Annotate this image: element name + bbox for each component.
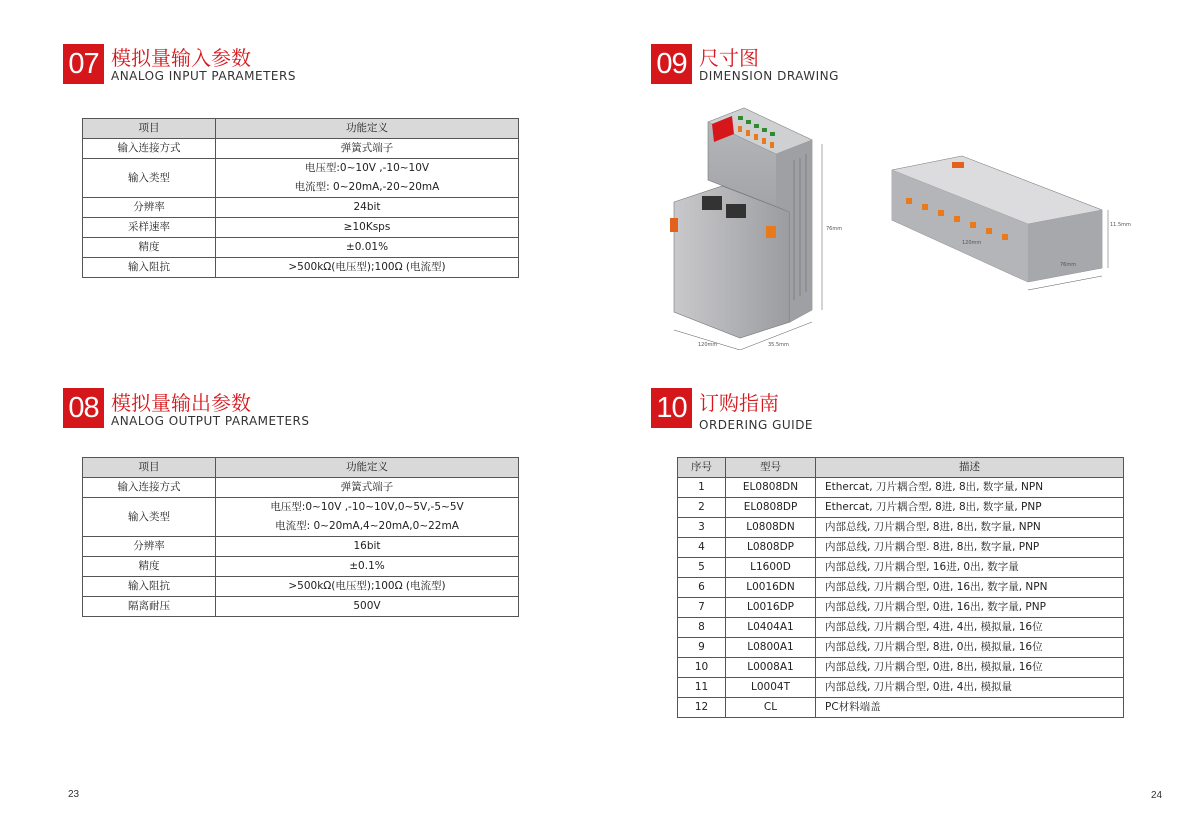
table-row: [678, 698, 1124, 718]
table-row: [83, 238, 519, 258]
row-description: 内部总线, 刀片耦合型, 16进, 0出, 数字量: [816, 558, 1124, 578]
dimension-drawing: [662, 100, 1142, 350]
table-row: [83, 258, 519, 278]
table-row: [678, 498, 1124, 518]
row-index: 8: [678, 618, 726, 638]
row-value: >500kΩ(电压型);100Ω (电流型): [216, 577, 519, 597]
row-label: 精度: [83, 238, 216, 258]
section-title-07: 模拟量输入参数: [111, 46, 251, 70]
header-cell: 型号: [726, 458, 816, 478]
row-label: 分辨率: [83, 537, 216, 557]
header-cell: 功能定义: [216, 458, 519, 478]
table-row: [678, 558, 1124, 578]
row-label: 分辨率: [83, 198, 216, 218]
header-cell: 功能定义: [216, 119, 519, 139]
section-number-10: 10: [651, 388, 692, 428]
row-value: 弹簧式端子: [216, 139, 519, 159]
section-number-09: 09: [651, 44, 692, 84]
table-row: [678, 638, 1124, 658]
section-subtitle-09: DIMENSION DRAWING: [699, 69, 839, 83]
row-value: 500V: [216, 597, 519, 617]
dim-right-height: 76mm: [1060, 262, 1077, 268]
ordering-guide-table: [677, 457, 1124, 718]
section-title-09: 尺寸图: [699, 46, 759, 70]
row-value: ±0.01%: [216, 238, 519, 258]
row-value: 弹簧式端子: [216, 478, 519, 498]
table-row: [678, 578, 1124, 598]
header-cell: 描述: [816, 458, 1124, 478]
header-cell: 项目: [83, 458, 216, 478]
row-index: 3: [678, 518, 726, 538]
table-header-row: [83, 119, 519, 139]
row-value: 16bit: [216, 537, 519, 557]
dim-right-width: 11.5mm: [1110, 222, 1131, 228]
row-index: 1: [678, 478, 726, 498]
row-value: 电压型:0~10V ,-10~10V,0~5V,-5~5V: [216, 498, 519, 518]
table-row: [83, 478, 519, 498]
table-row: [678, 618, 1124, 638]
header-cell: 项目: [83, 119, 216, 139]
row-description: 内部总线, 刀片耦合型, 8进, 8出, 数字量, NPN: [816, 518, 1124, 538]
row-description: 内部总线, 刀片耦合型, 8进, 0出, 模拟量, 16位: [816, 638, 1124, 658]
row-model: L0004T: [726, 678, 816, 698]
section-subtitle-08: ANALOG OUTPUT PARAMETERS: [111, 414, 310, 428]
table-row: [678, 598, 1124, 618]
row-index: 9: [678, 638, 726, 658]
header-cell: 序号: [678, 458, 726, 478]
row-description: Ethercat, 刀片耦合型, 8进, 8出, 数字量, NPN: [816, 478, 1124, 498]
row-index: 12: [678, 698, 726, 718]
section-subtitle-10: ORDERING GUIDE: [699, 418, 814, 432]
row-index: 10: [678, 658, 726, 678]
row-model: L0808DP: [726, 538, 816, 558]
table-row: [83, 198, 519, 218]
table-header-row: [83, 458, 519, 478]
row-value: 24bit: [216, 198, 519, 218]
table-row: [678, 678, 1124, 698]
row-model: EL0808DN: [726, 478, 816, 498]
row-label: 精度: [83, 557, 216, 577]
table-row: [83, 139, 519, 159]
table-row: [83, 597, 519, 617]
table-header-row: [678, 458, 1124, 478]
row-model: L0808DN: [726, 518, 816, 538]
analog-input-table: [82, 118, 519, 278]
page-number-right: 24: [1151, 790, 1163, 801]
row-value: 电流型: 0~20mA,-20~20mA: [216, 178, 519, 198]
row-index: 6: [678, 578, 726, 598]
row-model: L0404A1: [726, 618, 816, 638]
page-number-left: 23: [68, 789, 80, 800]
row-index: 5: [678, 558, 726, 578]
row-model: EL0808DP: [726, 498, 816, 518]
row-label: 采样速率: [83, 218, 216, 238]
table-row: [83, 557, 519, 577]
table-row: [83, 159, 519, 179]
product-module-image: [670, 108, 822, 350]
row-label: 输入类型: [83, 159, 216, 198]
row-model: L1600D: [726, 558, 816, 578]
section-title-10: 订购指南: [699, 391, 779, 415]
row-model: L0800A1: [726, 638, 816, 658]
table-row: [678, 518, 1124, 538]
row-value: ≥10Ksps: [216, 218, 519, 238]
row-label: 输入阻抗: [83, 258, 216, 278]
row-label: 输入连接方式: [83, 139, 216, 159]
section-number-07: 07: [63, 44, 104, 84]
row-model: CL: [726, 698, 816, 718]
row-description: 内部总线, 刀片耦合型, 0进, 4出, 模拟量: [816, 678, 1124, 698]
table-row: [83, 537, 519, 557]
dim-right-length: 120mm: [962, 240, 982, 246]
row-value: ±0.1%: [216, 557, 519, 577]
table-row: [678, 478, 1124, 498]
section-subtitle-07: ANALOG INPUT PARAMETERS: [111, 69, 296, 83]
row-index: 7: [678, 598, 726, 618]
row-index: 2: [678, 498, 726, 518]
row-label: 输入类型: [83, 498, 216, 537]
section-title-08: 模拟量输出参数: [111, 391, 251, 415]
row-index: 4: [678, 538, 726, 558]
row-description: 内部总线, 刀片耦合型, 4进, 4出, 模拟量, 16位: [816, 618, 1124, 638]
row-label: 输入连接方式: [83, 478, 216, 498]
row-value: 电压型:0~10V ,-10~10V: [216, 159, 519, 179]
row-label: 隔离耐压: [83, 597, 216, 617]
row-description: 内部总线, 刀片耦合型, 0进, 8出, 模拟量, 16位: [816, 658, 1124, 678]
dim-left-width: 35.5mm: [768, 342, 789, 348]
table-row: [83, 218, 519, 238]
row-value: >500kΩ(电压型);100Ω (电流型): [216, 258, 519, 278]
row-model: L0016DN: [726, 578, 816, 598]
row-index: 11: [678, 678, 726, 698]
dim-left-length: 120mm: [698, 342, 718, 348]
row-model: L0008A1: [726, 658, 816, 678]
row-description: Ethercat, 刀片耦合型, 8进, 8出, 数字量, PNP: [816, 498, 1124, 518]
row-description: 内部总线, 刀片耦合型, 0进, 16出, 数字量, PNP: [816, 598, 1124, 618]
row-value: 电流型: 0~20mA,4~20mA,0~22mA: [216, 517, 519, 537]
row-label: 输入阻抗: [83, 577, 216, 597]
analog-output-table: [82, 457, 519, 617]
row-model: L0016DP: [726, 598, 816, 618]
row-description: 内部总线, 刀片耦合型, 0进, 16出, 数字量, NPN: [816, 578, 1124, 598]
product-module-flat-image: [892, 156, 1108, 290]
table-row: [83, 498, 519, 518]
table-row: [678, 538, 1124, 558]
row-description: PC材料端盖: [816, 698, 1124, 718]
section-number-08: 08: [63, 388, 104, 428]
dim-left-height: 76mm: [826, 226, 843, 232]
table-row: [83, 577, 519, 597]
row-description: 内部总线, 刀片耦合型. 8进, 8出, 数字量, PNP: [816, 538, 1124, 558]
table-row: [678, 658, 1124, 678]
